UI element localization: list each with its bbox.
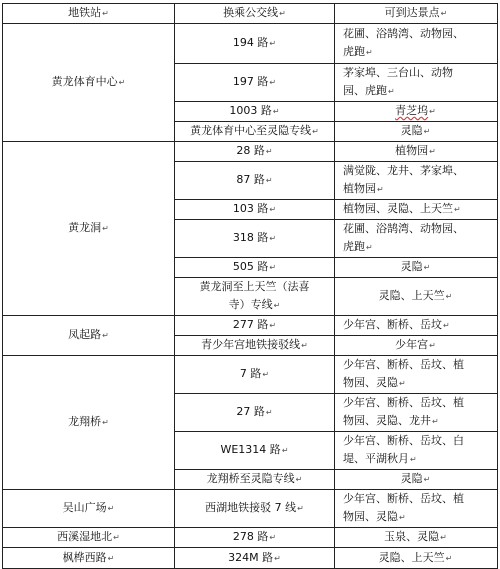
station-name: 黄龙体育中心	[51, 75, 118, 88]
destinations-cell	[335, 278, 498, 316]
destination-text: 青芝坞	[395, 104, 429, 117]
destination-text: 虎跑	[343, 45, 365, 58]
paragraph-mark-icon: ↵	[269, 321, 277, 330]
paragraph-mark-icon: ↵	[423, 263, 431, 272]
header-destinations-label: 可到达景点	[384, 6, 440, 19]
table-row	[3, 316, 498, 336]
bus-line-cell	[175, 162, 335, 200]
paragraph-mark-icon: ↵	[102, 331, 109, 340]
bus-line-name: 1003 路	[229, 104, 272, 117]
station-name: 黄龙洞	[68, 221, 102, 234]
table-row	[3, 490, 498, 528]
paragraph-mark-icon: ↵	[269, 533, 277, 542]
paragraph-mark-icon: ↵	[366, 243, 373, 252]
paragraph-mark-icon: ↵	[269, 78, 277, 87]
bus-line-name: 197 路	[232, 75, 269, 88]
bus-line-name: 青少年宫地铁接驳线	[201, 338, 301, 351]
paragraph-mark-icon: ↵	[440, 9, 448, 18]
paragraph-mark-icon: ↵	[410, 455, 417, 464]
station-name: 凤起路	[68, 328, 102, 341]
paragraph-mark-icon: ↵	[274, 553, 281, 563]
station-name: 西溪湿地北	[57, 530, 113, 543]
paragraph-mark-icon: ↵	[423, 127, 431, 136]
station-cell	[3, 24, 175, 142]
table-body	[3, 4, 498, 569]
destination-text: 少年宫、断桥、岳坟	[343, 318, 442, 331]
header-destinations	[335, 4, 498, 24]
destination-text: 灵隐	[400, 472, 423, 485]
destination-text: 少年宫	[395, 338, 429, 351]
paragraph-mark-icon: ↵	[113, 533, 120, 542]
paragraph-mark-icon: ↵	[281, 446, 289, 455]
paragraph-mark-icon: ↵	[454, 205, 461, 214]
destination-text: 虎跑	[343, 240, 365, 253]
destination-text: 物园、灵隐、龙井	[343, 414, 431, 427]
bus-line-cell	[175, 356, 335, 394]
bus-line-name-part: 黄龙洞至上天竺（法喜	[199, 280, 310, 293]
bus-line-name: 龙翔桥至灵隐专线	[206, 472, 295, 485]
paragraph-mark-icon: ↵	[262, 370, 270, 379]
table-row	[3, 548, 498, 569]
paragraph-mark-icon: ↵	[440, 533, 447, 542]
destinations-cell	[335, 220, 498, 258]
destinations-cell	[335, 432, 498, 470]
paragraph-mark-icon: ↵	[423, 475, 431, 484]
paragraph-mark-icon: ↵	[107, 504, 115, 513]
bus-line-cell	[175, 200, 335, 220]
destinations-cell	[335, 316, 498, 336]
destination-text: 少年宫、断桥、岳坟、植	[343, 492, 464, 505]
paragraph-mark-icon: ↵	[388, 87, 395, 96]
bus-line-cell	[175, 142, 335, 162]
table-row	[3, 356, 498, 394]
destination-text: 物园、灵隐	[343, 510, 398, 523]
destinations-cell	[335, 470, 498, 490]
bus-line-cell	[175, 102, 335, 122]
destination-text: 灵隐、上天竺	[378, 550, 445, 564]
bus-line-cell	[175, 278, 335, 316]
table-row	[3, 142, 498, 162]
paragraph-mark-icon: ↵	[269, 263, 277, 272]
paragraph-mark-icon: ↵	[102, 9, 109, 18]
destination-text: 灵隐	[400, 124, 423, 137]
bus-line-name: 318 路	[232, 231, 269, 244]
destination-text: 植物园	[395, 144, 429, 157]
destination-text: 茅家埠、三台山、动物	[343, 66, 453, 79]
destinations-cell	[335, 548, 498, 569]
header-station-label: 地铁站	[68, 6, 102, 19]
bus-line-cell	[175, 336, 335, 356]
destinations-cell	[335, 528, 498, 548]
paragraph-mark-icon: ↵	[269, 39, 277, 48]
paragraph-mark-icon: ↵	[295, 475, 303, 484]
destinations-cell	[335, 102, 498, 122]
destination-text: 物园、灵隐	[343, 376, 398, 389]
header-row	[3, 4, 498, 24]
bus-line-cell	[175, 432, 335, 470]
station-name: 龙翔桥	[68, 415, 102, 428]
paragraph-mark-icon: ↵	[445, 553, 453, 563]
bus-line-name-part: 寺）专线	[228, 298, 273, 311]
paragraph-mark-icon: ↵	[366, 48, 373, 57]
bus-line-name: 278 路	[232, 530, 269, 543]
paragraph-mark-icon: ↵	[443, 321, 450, 330]
destinations-cell	[335, 490, 498, 528]
paragraph-mark-icon: ↵	[273, 301, 281, 310]
bus-line-cell	[175, 528, 335, 548]
paragraph-mark-icon: ↵	[445, 292, 453, 301]
destination-text: 灵隐、上天竺	[378, 289, 445, 302]
destination-text: 花圃、浴鹄湾、动物园、	[343, 222, 464, 235]
bus-line-cell	[175, 548, 335, 569]
destinations-cell	[335, 64, 498, 102]
bus-line-cell	[175, 122, 335, 142]
destinations-cell	[335, 356, 498, 394]
paragraph-mark-icon: ↵	[272, 107, 280, 116]
bus-line-cell	[175, 24, 335, 64]
destinations-cell	[335, 162, 498, 200]
destination-text: 植物园、灵隐、上天竺	[343, 202, 453, 215]
bus-line-cell	[175, 220, 335, 258]
bus-line-name: 7 路	[239, 367, 262, 380]
destinations-cell	[335, 142, 498, 162]
paragraph-mark-icon: ↵	[265, 147, 273, 156]
bus-line-cell	[175, 470, 335, 490]
bus-line-name: 27 路	[236, 405, 265, 418]
destination-text: 少年宫、断桥、岳坟、植	[343, 358, 464, 371]
table-row	[3, 24, 498, 64]
destinations-cell	[335, 336, 498, 356]
destination-text: 堤、平湖秋月	[343, 452, 409, 465]
paragraph-mark-icon: ↵	[429, 107, 436, 116]
station-cell	[3, 528, 175, 548]
destination-text: 园、虎跑	[343, 84, 387, 97]
station-cell	[3, 548, 175, 569]
table-row	[3, 528, 498, 548]
bus-line-cell	[175, 490, 335, 528]
bus-line-cell	[175, 394, 335, 432]
metro-bus-transfer-table	[2, 3, 498, 569]
station-cell	[3, 490, 175, 528]
paragraph-mark-icon: ↵	[399, 379, 406, 388]
bus-line-name: 505 路	[232, 260, 269, 273]
header-bus-label: 换乘公交线	[223, 6, 279, 19]
bus-line-name: 87 路	[236, 173, 265, 186]
paragraph-mark-icon: ↵	[399, 513, 406, 522]
station-name: 吴山广场	[62, 501, 107, 514]
paragraph-mark-icon: ↵	[102, 224, 109, 233]
station-cell	[3, 316, 175, 356]
paragraph-mark-icon: ↵	[429, 147, 436, 156]
paragraph-mark-icon: ↵	[102, 418, 109, 427]
paragraph-mark-icon: ↵	[265, 408, 273, 417]
paragraph-mark-icon: ↵	[265, 176, 273, 185]
destinations-cell	[335, 258, 498, 278]
bus-line-cell	[175, 258, 335, 278]
paragraph-mark-icon: ↵	[301, 341, 308, 350]
destination-text: 玉泉、灵隐	[384, 530, 440, 543]
bus-line-name: 194 路	[232, 36, 269, 49]
bus-line-name: 黄龙体育中心至灵隐专线	[190, 124, 312, 137]
paragraph-mark-icon: ↵	[377, 185, 384, 194]
bus-line-name: 103 路	[232, 202, 269, 215]
bus-line-name: 277 路	[232, 318, 269, 331]
bus-line-cell	[175, 64, 335, 102]
paragraph-mark-icon: ↵	[312, 127, 319, 136]
destination-text: 植物园	[343, 182, 376, 195]
paragraph-mark-icon: ↵	[432, 417, 439, 426]
paragraph-mark-icon: ↵	[429, 341, 436, 350]
destinations-cell	[335, 394, 498, 432]
destinations-cell	[335, 24, 498, 64]
destination-text: 满觉陇、龙井、茅家埠、	[343, 164, 464, 177]
bus-line-name: 西湖地铁接驳 7 线	[205, 501, 297, 514]
station-name: 枫桦西路	[62, 550, 107, 564]
bus-line-cell	[175, 316, 335, 336]
header-station	[3, 4, 175, 24]
paragraph-mark-icon: ↵	[269, 234, 277, 243]
station-cell	[3, 142, 175, 316]
destination-text: 少年宫、断桥、岳坟、白	[343, 434, 464, 447]
paragraph-mark-icon: ↵	[269, 205, 277, 214]
paragraph-mark-icon: ↵	[279, 9, 286, 18]
bus-line-name: 324M 路	[228, 550, 274, 564]
bus-line-name: 28 路	[236, 144, 265, 157]
destination-text: 少年宫、断桥、岳坟、植	[343, 396, 464, 409]
destination-text: 灵隐	[400, 260, 423, 273]
bus-line-name: WE1314 路	[220, 443, 281, 456]
header-bus-line	[175, 4, 335, 24]
station-cell	[3, 356, 175, 490]
destinations-cell	[335, 200, 498, 220]
destinations-cell	[335, 122, 498, 142]
paragraph-mark-icon: ↵	[118, 78, 126, 87]
destination-text: 花圃、浴鹄湾、动物园、	[343, 27, 464, 40]
paragraph-mark-icon: ↵	[107, 553, 115, 563]
paragraph-mark-icon: ↵	[297, 504, 304, 513]
